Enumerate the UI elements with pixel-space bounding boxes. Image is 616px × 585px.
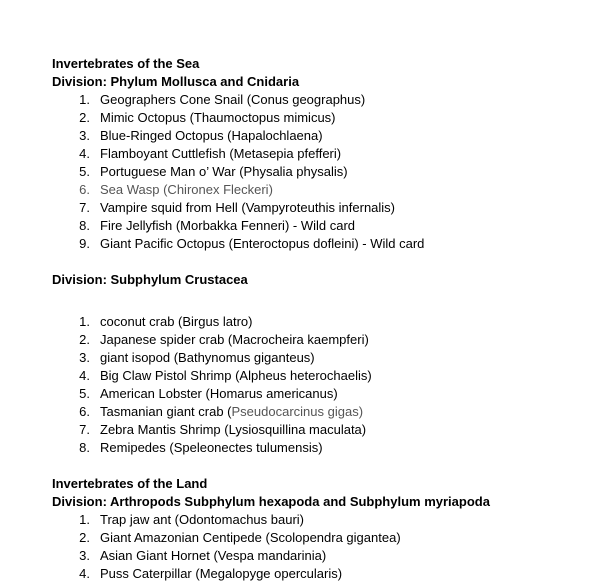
list-text: Asian Giant Hornet (Vespa mandarinia): [100, 548, 327, 563]
list-item: [52, 163, 612, 181]
list-text: Puss Caterpillar (Megalopyge opercularis): [100, 566, 343, 581]
list-text: Giant Pacific Octopus (Enteroctopus dofleini) - Wild card: [100, 236, 425, 251]
list-number: 5.: [79, 164, 90, 179]
list-crustacea: [52, 313, 612, 457]
list-number: 3.: [79, 350, 90, 365]
list-item: [52, 547, 612, 565]
spacer: [52, 457, 612, 475]
list-item: [52, 217, 612, 235]
list-item: [52, 511, 612, 529]
list-text-common: Tasmanian giant crab (: [100, 404, 232, 419]
list-text-scientific: Pseudocarcinus gigas): [231, 404, 364, 419]
list-item: [52, 127, 612, 145]
list-text: Japanese spider crab (Macrocheira kaempferi): [100, 332, 369, 347]
list-item: [52, 349, 612, 367]
list-number: 4.: [79, 146, 90, 161]
list-mollusca-cnidaria: [52, 91, 612, 253]
spacer: [52, 289, 612, 307]
list-number: 6.: [79, 404, 90, 419]
list-number: 2.: [79, 530, 90, 545]
list-item: [52, 313, 612, 331]
list-item: [52, 565, 612, 583]
list-item: [52, 235, 612, 253]
list-text: Flamboyant Cuttlefish (Metasepia pfefferi): [100, 146, 342, 161]
list-item: [52, 109, 612, 127]
list-number: 2.: [79, 332, 90, 347]
list-text: Zebra Mantis Shrimp (Lysiosquillina maculata): [100, 422, 367, 437]
list-text: Mimic Octopus (Thaumoctopus mimicus): [100, 110, 336, 125]
list-text: Vampire squid from Hell (Vampyroteuthis infernalis): [100, 200, 396, 215]
list-item: [52, 367, 612, 385]
list-item: [52, 421, 612, 439]
list-item: [52, 181, 612, 199]
heading-sea: Invertebrates of the Sea: [52, 56, 200, 71]
list-item: [52, 529, 612, 547]
list-text: Giant Amazonian Centipede (Scolopendra gigantea): [100, 530, 401, 545]
list-number: 1.: [79, 512, 90, 527]
list-text: Remipedes (Speleonectes tulumensis): [100, 440, 323, 455]
list-number: 4.: [79, 566, 90, 581]
list-text: Fire Jellyfish (Morbakka Fenneri) - Wild card: [100, 218, 356, 233]
list-item: [52, 439, 612, 457]
list-text: Big Claw Pistol Shrimp (Alpheus heterochaelis): [100, 368, 372, 383]
list-item: [52, 385, 612, 403]
spacer: [52, 253, 612, 271]
list-number: 1.: [79, 314, 90, 329]
list-number: 7.: [79, 200, 90, 215]
list-number: 4.: [79, 368, 90, 383]
list-text: coconut crab (Birgus latro): [100, 314, 253, 329]
list-text: Portuguese Man o’ War (Physalia physalis): [100, 164, 348, 179]
heading-land: Invertebrates of the Land: [52, 476, 208, 491]
list-text: giant isopod (Bathynomus giganteus): [100, 350, 315, 365]
list-number: 1.: [79, 92, 90, 107]
list-number: 7.: [79, 422, 90, 437]
list-item: [52, 91, 612, 109]
list-text: Blue-Ringed Octopus (Hapalochlaena): [100, 128, 323, 143]
list-number: 5.: [79, 386, 90, 401]
list-text: Sea Wasp (Chironex Fleckeri): [100, 182, 273, 197]
list-arthropods: [52, 511, 612, 583]
document-body: [52, 55, 612, 583]
list-item: [52, 403, 612, 421]
list-text: [100, 403, 363, 421]
list-number: 8.: [79, 218, 90, 233]
list-text: Geographers Cone Snail (Conus geographus): [100, 92, 366, 107]
list-number: 2.: [79, 110, 90, 125]
list-number: 3.: [79, 128, 90, 143]
list-item: [52, 331, 612, 349]
list-number: 3.: [79, 548, 90, 563]
list-number: 8.: [79, 440, 90, 455]
division-arthropods: Division: Arthropods Subphylum hexapoda and Subphylum myriapoda: [52, 494, 490, 509]
division-crustacea: Division: Subphylum Crustacea: [52, 272, 248, 287]
list-number: 9.: [79, 236, 90, 251]
list-item: [52, 199, 612, 217]
list-text: Trap jaw ant (Odontomachus bauri): [100, 512, 305, 527]
division-mollusca-cnidaria: Division: Phylum Mollusca and Cnidaria: [52, 74, 300, 89]
list-number: 6.: [79, 182, 90, 197]
list-item: [52, 145, 612, 163]
list-text: American Lobster (Homarus americanus): [100, 386, 338, 401]
